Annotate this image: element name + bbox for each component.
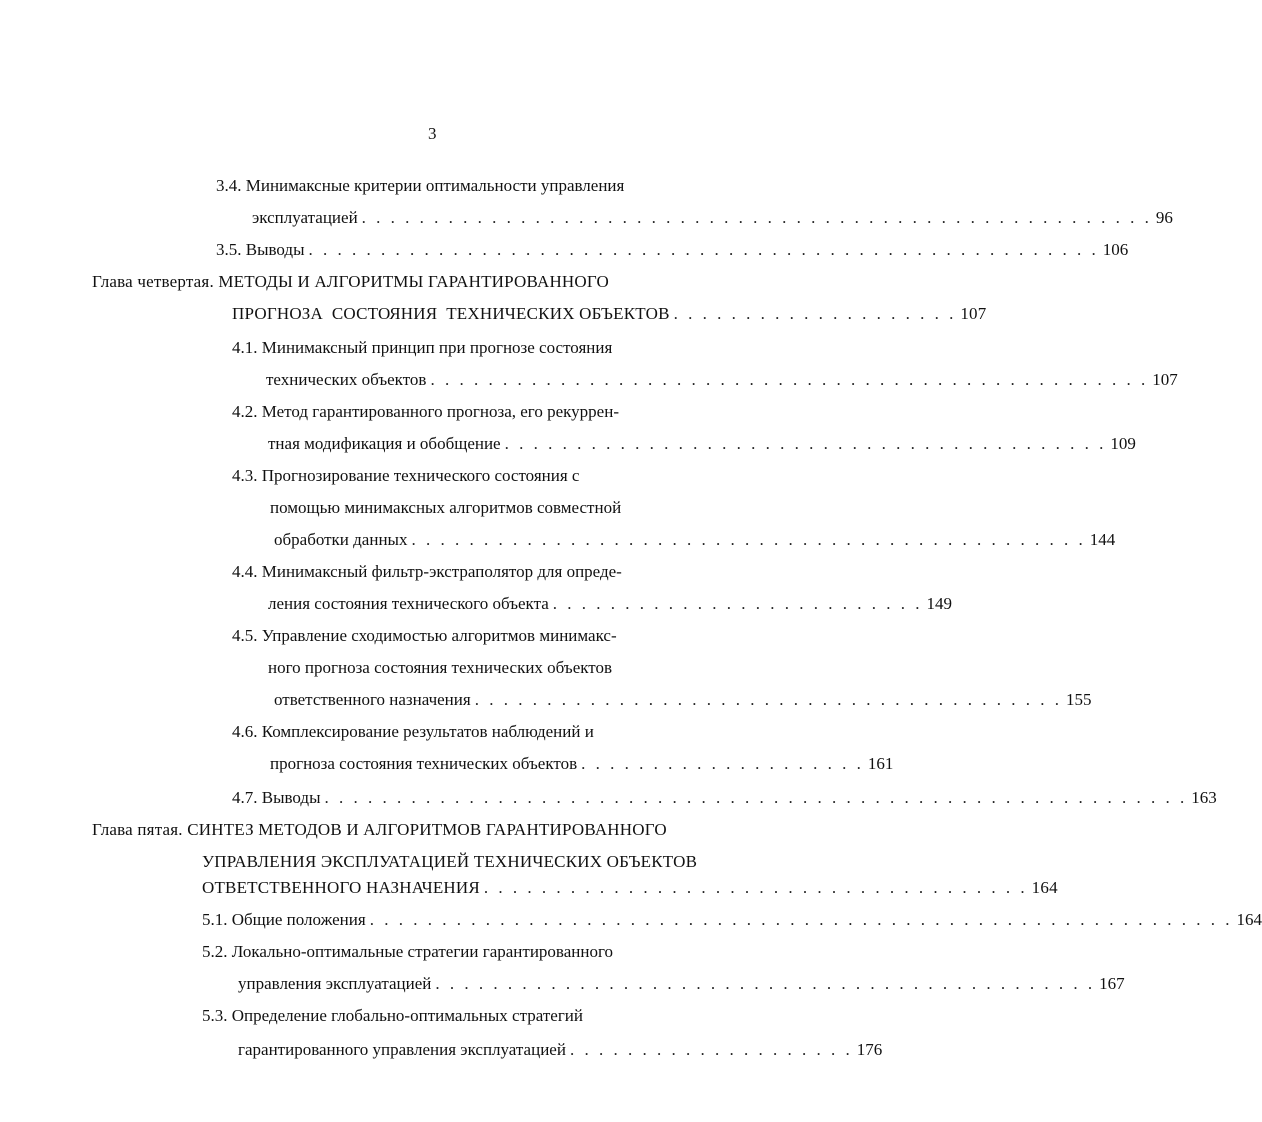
toc-line-5-3 — [202, 1000, 583, 1032]
page-ref: 167 — [1099, 974, 1125, 993]
toc-text: ответственного назначения — [274, 690, 471, 709]
page-ref: 107 — [1152, 370, 1178, 389]
toc-text: 4.6. Комплексирование результатов наблюдений и — [232, 722, 594, 741]
toc-text: УПРАВЛЕНИЯ ЭКСПЛУАТАЦИЕЙ ТЕХНИЧЕСКИХ ОБЪЕКТОВ — [202, 852, 698, 871]
leader-dots: . . . . . . . . . . . . . . . . . . . . . . . . . . . . . . . . . . . . . . . . . . . . . . . — [411, 530, 1086, 549]
toc-text: гарантированного управления эксплуатацией — [238, 1040, 566, 1059]
toc-text: ного прогноза состояния технических объектов — [268, 658, 613, 677]
leader-dots: . . . . . . . . . . . . . . . . . . . . . . . . . . . . . . . . . . . . . . . . . . . . . . . . . . . . . . . . . . . . — [324, 788, 1188, 807]
toc-entry-4-7 — [232, 782, 1217, 814]
page-ref: 109 — [1110, 434, 1136, 453]
toc-text: помощью минимаксных алгоритмов совместной — [270, 498, 622, 517]
page-number: 3 — [428, 124, 437, 143]
toc-entry-chapter-5 — [202, 872, 1058, 904]
page-ref: 155 — [1065, 690, 1092, 709]
page-ref: 176 — [856, 1040, 883, 1059]
page-ref: 106 — [1102, 240, 1129, 259]
toc-text: 4.5. Управление сходимостью алгоритмов минимакс- — [232, 626, 617, 645]
toc-line-4-5b — [268, 652, 612, 684]
toc-line-4-4 — [232, 556, 622, 588]
toc-text: эксплуатацией — [252, 208, 358, 227]
leader-dots: . . . . . . . . . . . . . . . . . . . . — [581, 754, 864, 773]
leader-dots: . . . . . . . . . . . . . . . . . . . . . . . . . . . . . . . . . . . . . . — [483, 878, 1028, 897]
toc-text: прогноза состояния технических объектов — [270, 754, 578, 773]
toc-text: Глава четвертая. МЕТОДЫ И АЛГОРИТМЫ ГАРАНТИРОВАННОГО — [92, 272, 609, 291]
toc-entry-5-1 — [202, 904, 1262, 936]
page-ref: 164 — [1031, 878, 1058, 897]
toc-entry-4-5 — [274, 684, 1092, 716]
toc-entry-3-5 — [216, 234, 1129, 266]
leader-dots: . . . . . . . . . . . . . . . . . . . . — [569, 1040, 853, 1059]
toc-text: Глава пятая. СИНТЕЗ МЕТОДОВ И АЛГОРИТМОВ ГАРАНТИРОВАННОГО — [92, 820, 667, 839]
toc-line-4-3b — [270, 492, 621, 524]
toc-text: ОТВЕТСТВЕННОГО НАЗНАЧЕНИЯ — [202, 878, 480, 897]
page-ref: 107 — [960, 304, 987, 323]
page-ref: 144 — [1089, 530, 1116, 549]
leader-dots: . . . . . . . . . . . . . . . . . . . . . . . . . . — [552, 594, 923, 613]
toc-text: 4.7. Выводы — [232, 788, 321, 807]
leader-dots: . . . . . . . . . . . . . . . . . . . . . . . . . . . . . . . . . . . . . . . . . . — [504, 434, 1107, 453]
toc-text: ления состояния технического объекта — [268, 594, 549, 613]
leader-dots: . . . . . . . . . . . . . . . . . . . . . . . . . . . . . . . . . . . . . . . . . . . . . . . . . . . . . . . . . . . . — [369, 910, 1233, 929]
chapter-4-title — [92, 266, 609, 298]
toc-text: тная модификация и обобщение — [268, 434, 501, 453]
page-ref: 164 — [1236, 910, 1262, 929]
toc-text: 5.3. Определение глобально-оптимальных стратегий — [202, 1006, 583, 1025]
toc-text: 5.1. Общие положения — [202, 910, 366, 929]
toc-line-4-6 — [232, 716, 594, 748]
toc-entry-4-2 — [268, 428, 1136, 460]
leader-dots: . . . . . . . . . . . . . . . . . . . . . . . . . . . . . . . . . . . . . . . . . . . . . . . . . . — [430, 370, 1149, 389]
toc-line-4-3 — [232, 460, 579, 492]
toc-entry-chapter-4 — [232, 298, 987, 330]
toc-entry-4-4 — [268, 588, 953, 620]
toc-text: обработки данных — [274, 530, 408, 549]
toc-entry-4-6 — [270, 748, 894, 780]
toc-entry-4-3 — [274, 524, 1116, 556]
toc-text: 4.1. Минимаксный принцип при прогнозе состояния — [232, 338, 613, 357]
toc-entry-3-4 — [252, 202, 1173, 234]
toc-text: 5.2. Локально-оптимальные стратегии гарантированного — [202, 942, 614, 961]
toc-line-5-2 — [202, 936, 613, 968]
leader-dots: . . . . . . . . . . . . . . . . . . . . — [673, 304, 957, 323]
leader-dots: . . . . . . . . . . . . . . . . . . . . . . . . . . . . . . . . . . . . . . . . . . . . . . — [435, 974, 1096, 993]
toc-text: управления эксплуатацией — [238, 974, 432, 993]
toc-text: 3.5. Выводы — [216, 240, 305, 259]
toc-entry-4-1 — [266, 364, 1178, 396]
toc-line-4-5 — [232, 620, 617, 652]
toc-line-3-4 — [216, 170, 624, 202]
page-ref: 161 — [867, 754, 894, 773]
toc-text: 4.4. Минимаксный фильтр-экстраполятор для опреде- — [232, 562, 622, 581]
leader-dots: . . . . . . . . . . . . . . . . . . . . . . . . . . . . . . . . . . . . . . . . . . . . . . . . . . . . . . . — [308, 240, 1099, 259]
chapter-5-title — [92, 814, 667, 846]
leader-dots: . . . . . . . . . . . . . . . . . . . . . . . . . . . . . . . . . . . . . . . . . — [474, 690, 1062, 709]
toc-text: технических объектов — [266, 370, 427, 389]
toc-line-4-2 — [232, 396, 619, 428]
toc-entry-5-2 — [238, 968, 1125, 1000]
toc-text: 4.3. Прогнозирование технического состояния с — [232, 466, 580, 485]
page-ref: 163 — [1191, 788, 1217, 807]
toc-line-4-1 — [232, 332, 612, 364]
page-ref: 149 — [926, 594, 953, 613]
toc-entry-5-3 — [238, 1034, 883, 1066]
leader-dots: . . . . . . . . . . . . . . . . . . . . . . . . . . . . . . . . . . . . . . . . . . . . . . . . . . . . . . . — [361, 208, 1152, 227]
page-ref: 96 — [1155, 208, 1173, 227]
toc-text: 4.2. Метод гарантированного прогноза, его рекуррен- — [232, 402, 619, 421]
toc-text: ПРОГНОЗА СОСТОЯНИЯ ТЕХНИЧЕСКИХ ОБЪЕКТОВ — [232, 304, 670, 323]
toc-text: 3.4. Минимаксные критерии оптимальности управления — [216, 176, 625, 195]
